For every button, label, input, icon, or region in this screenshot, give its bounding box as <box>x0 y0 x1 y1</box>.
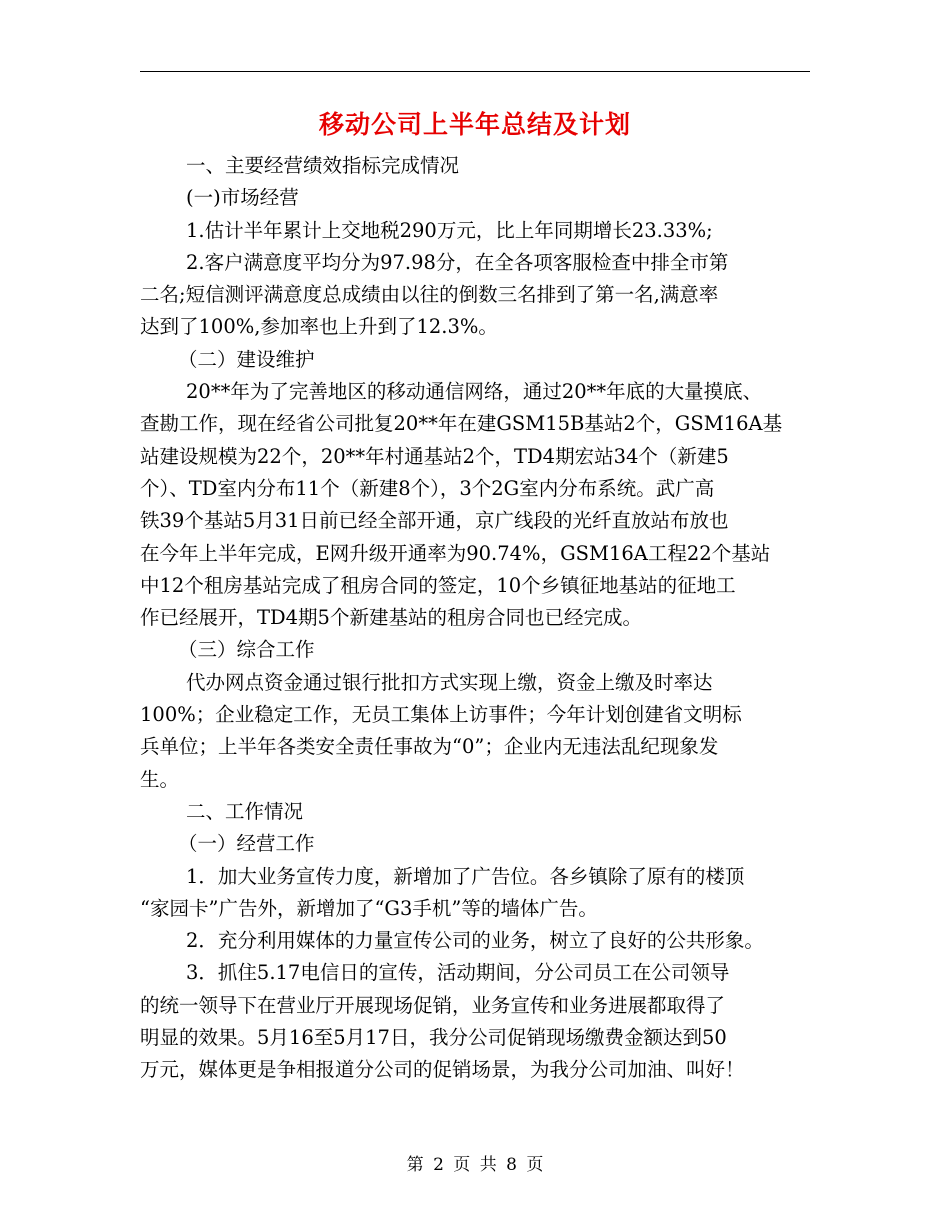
paragraph-line: 站建设规模为22个，20**年村通基站2个，TD4期宏站34个（新建5 <box>140 444 729 468</box>
paragraph-line: 作已经展开，TD4期5个新建基站的租房合同也已经完成。 <box>140 606 642 630</box>
paragraph-line: 在今年上半年完成，E网升级开通率为90.74%，GSM16A工程22个基站 <box>140 541 771 565</box>
paragraph-line: 100%；企业稳定工作，无员工集体上访事件；今年计划创建省文明标 <box>140 703 742 727</box>
paragraph-line: 兵单位；上半年各类安全责任事故为“0”；企业内无违法乱纪现象发 <box>140 735 719 759</box>
header-rule <box>140 71 810 72</box>
paragraph-line: 个）、TD室内分布11个（新建8个），3个2G室内分布系统。武广高 <box>140 476 715 500</box>
paragraph-line: 2.客户满意度平均分为97.98分，在全各项客服检查中排全市第 <box>186 250 729 274</box>
paragraph-line: 的统一领导下在营业厅开展现场促销，业务宣传和业务进展都取得了 <box>140 993 726 1017</box>
paragraph-line: 中12个租房基站完成了租房合同的签定，10个乡镇征地基站的征地工 <box>140 573 736 597</box>
paragraph-line: 代办网点资金通过银行批扣方式实现上缴，资金上缴及时率达 <box>186 670 713 694</box>
section-heading: 一、主要经营绩效指标完成情况 <box>186 154 460 177</box>
paragraph-line: 3．抓住5.17电信日的宣传，活动期间，分公司员工在公司领导 <box>186 961 730 985</box>
page-footer: 第 2 页 共 8 页 <box>406 1155 544 1175</box>
paragraph-line: 达到了100%,参加率也上升到了12.3%。 <box>140 315 498 339</box>
subsection-heading: （三）综合工作 <box>178 638 315 662</box>
paragraph-line: 生。 <box>140 767 180 791</box>
paragraph-line: 1.估计半年累计上交地税290万元，比上年同期增长23.33%; <box>186 218 713 242</box>
paragraph-line: 明显的效果。5月16至5月17日，我分公司促销现场缴费金额达到50 <box>140 1026 727 1050</box>
document-title: 移动公司上半年总结及计划 <box>318 110 631 139</box>
paragraph-line: 二名;短信测评满意度总成绩由以往的倒数三名排到了第一名,满意率 <box>140 283 719 307</box>
paragraph-line: 查勘工作，现在经省公司批复20**年在建GSM15B基站2个，GSM16A基 <box>140 412 783 436</box>
subsection-heading: （一）经营工作 <box>178 832 315 856</box>
subsection-heading: （二）建设维护 <box>178 347 315 371</box>
paragraph-line: “家园卡”广告外，新增加了“G3手机”等的墙体广告。 <box>140 896 598 920</box>
section-heading: 二、工作情况 <box>186 799 304 823</box>
paragraph-line: 1．加大业务宣传力度，新增加了广告位。各乡镇除了原有的楼顶 <box>186 864 745 888</box>
paragraph-line: 万元，媒体更是争相报道分公司的促销场景，为我分公司加油、叫好！ <box>140 1058 745 1082</box>
subsection-heading: (一)市场经营 <box>186 186 299 210</box>
document-body <box>140 150 812 1087</box>
paragraph-line: 20**年为了完善地区的移动通信网络，通过20**年底的大量摸底、 <box>186 380 763 404</box>
paragraph-line: 2．充分利用媒体的力量宣传公司的业务，树立了良好的公共形象。 <box>186 929 764 953</box>
paragraph-line: 铁39个基站5月31日前已经全部开通，京广线段的光纤直放站布放也 <box>140 509 729 533</box>
